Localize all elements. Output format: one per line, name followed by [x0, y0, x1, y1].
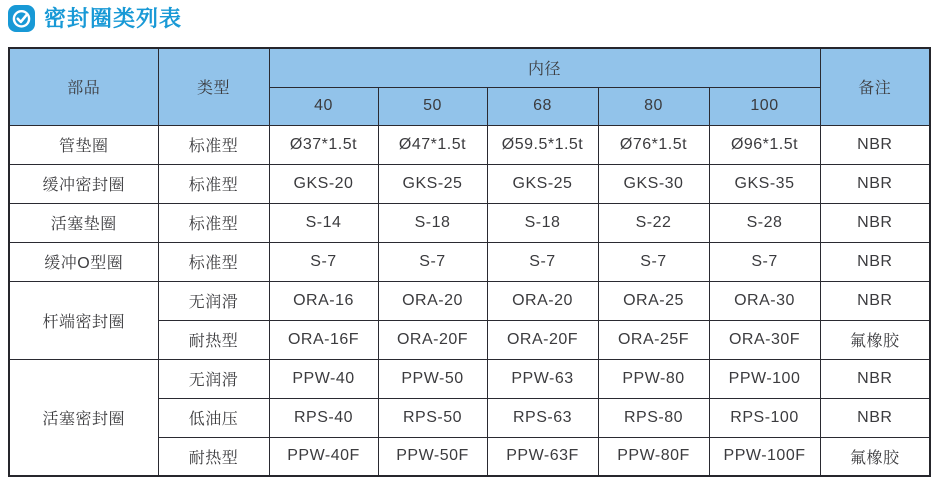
value-cell: S-18	[378, 203, 487, 242]
value-cell: S-7	[487, 242, 598, 281]
value-cell: PPW-63	[487, 359, 598, 398]
value-cell: Ø96*1.5t	[709, 125, 820, 164]
value-cell: Ø59.5*1.5t	[487, 125, 598, 164]
value-cell: PPW-50F	[378, 437, 487, 476]
col-header-inner-diameter: 内径	[269, 48, 820, 87]
value-cell: ORA-20F	[378, 320, 487, 359]
remark-cell: NBR	[820, 281, 930, 320]
type-cell: 标准型	[158, 164, 269, 203]
type-cell: 无润滑	[158, 359, 269, 398]
value-cell: GKS-25	[378, 164, 487, 203]
part-cell: 缓冲密封圈	[9, 164, 158, 203]
value-cell: ORA-30F	[709, 320, 820, 359]
check-icon	[8, 5, 35, 32]
size-header-50: 50	[378, 87, 487, 125]
remark-cell: NBR	[820, 164, 930, 203]
col-header-type: 类型	[158, 48, 269, 125]
size-header-68: 68	[487, 87, 598, 125]
table-row	[9, 359, 930, 398]
table-row	[9, 242, 930, 281]
value-cell: Ø76*1.5t	[598, 125, 709, 164]
remark-cell: 氟橡胶	[820, 437, 930, 476]
value-cell: ORA-20F	[487, 320, 598, 359]
value-cell: PPW-80	[598, 359, 709, 398]
value-cell: RPS-50	[378, 398, 487, 437]
type-cell: 标准型	[158, 203, 269, 242]
table-row	[9, 164, 930, 203]
value-cell: PPW-40	[269, 359, 378, 398]
type-cell: 耐热型	[158, 320, 269, 359]
value-cell: ORA-20	[487, 281, 598, 320]
value-cell: ORA-20	[378, 281, 487, 320]
type-cell: 标准型	[158, 242, 269, 281]
value-cell: GKS-30	[598, 164, 709, 203]
col-header-remark: 备注	[820, 48, 930, 125]
remark-cell: 氟橡胶	[820, 320, 930, 359]
value-cell: GKS-35	[709, 164, 820, 203]
remark-cell: NBR	[820, 242, 930, 281]
part-cell: 缓冲O型圈	[9, 242, 158, 281]
page-header	[8, 5, 182, 32]
value-cell: RPS-100	[709, 398, 820, 437]
value-cell: PPW-100F	[709, 437, 820, 476]
table-row	[9, 281, 930, 320]
value-cell: PPW-63F	[487, 437, 598, 476]
value-cell: S-22	[598, 203, 709, 242]
table-row	[9, 203, 930, 242]
part-cell: 活塞密封圈	[9, 359, 158, 476]
table-row	[9, 125, 930, 164]
value-cell: PPW-80F	[598, 437, 709, 476]
value-cell: S-7	[269, 242, 378, 281]
value-cell: PPW-100	[709, 359, 820, 398]
value-cell: ORA-30	[709, 281, 820, 320]
value-cell: GKS-20	[269, 164, 378, 203]
remark-cell: NBR	[820, 359, 930, 398]
value-cell: S-18	[487, 203, 598, 242]
size-header-100: 100	[709, 87, 820, 125]
value-cell: S-7	[378, 242, 487, 281]
value-cell: PPW-50	[378, 359, 487, 398]
value-cell: S-7	[709, 242, 820, 281]
part-cell: 杆端密封圈	[9, 281, 158, 359]
size-header-40: 40	[269, 87, 378, 125]
value-cell: S-7	[598, 242, 709, 281]
type-cell: 耐热型	[158, 437, 269, 476]
type-cell: 低油压	[158, 398, 269, 437]
value-cell: Ø37*1.5t	[269, 125, 378, 164]
value-cell: ORA-16	[269, 281, 378, 320]
part-cell: 活塞垫圈	[9, 203, 158, 242]
remark-cell: NBR	[820, 125, 930, 164]
remark-cell: NBR	[820, 398, 930, 437]
type-cell: 无润滑	[158, 281, 269, 320]
value-cell: ORA-25	[598, 281, 709, 320]
value-cell: S-28	[709, 203, 820, 242]
value-cell: GKS-25	[487, 164, 598, 203]
value-cell: RPS-63	[487, 398, 598, 437]
value-cell: Ø47*1.5t	[378, 125, 487, 164]
value-cell: S-14	[269, 203, 378, 242]
type-cell: 标准型	[158, 125, 269, 164]
page-title: 密封圈类列表	[44, 6, 183, 31]
value-cell: RPS-80	[598, 398, 709, 437]
remark-cell: NBR	[820, 203, 930, 242]
size-header-80: 80	[598, 87, 709, 125]
col-header-part: 部品	[9, 48, 158, 125]
value-cell: RPS-40	[269, 398, 378, 437]
part-cell: 管垫圈	[9, 125, 158, 164]
value-cell: ORA-16F	[269, 320, 378, 359]
seal-ring-table	[8, 47, 931, 477]
value-cell: PPW-40F	[269, 437, 378, 476]
value-cell: ORA-25F	[598, 320, 709, 359]
